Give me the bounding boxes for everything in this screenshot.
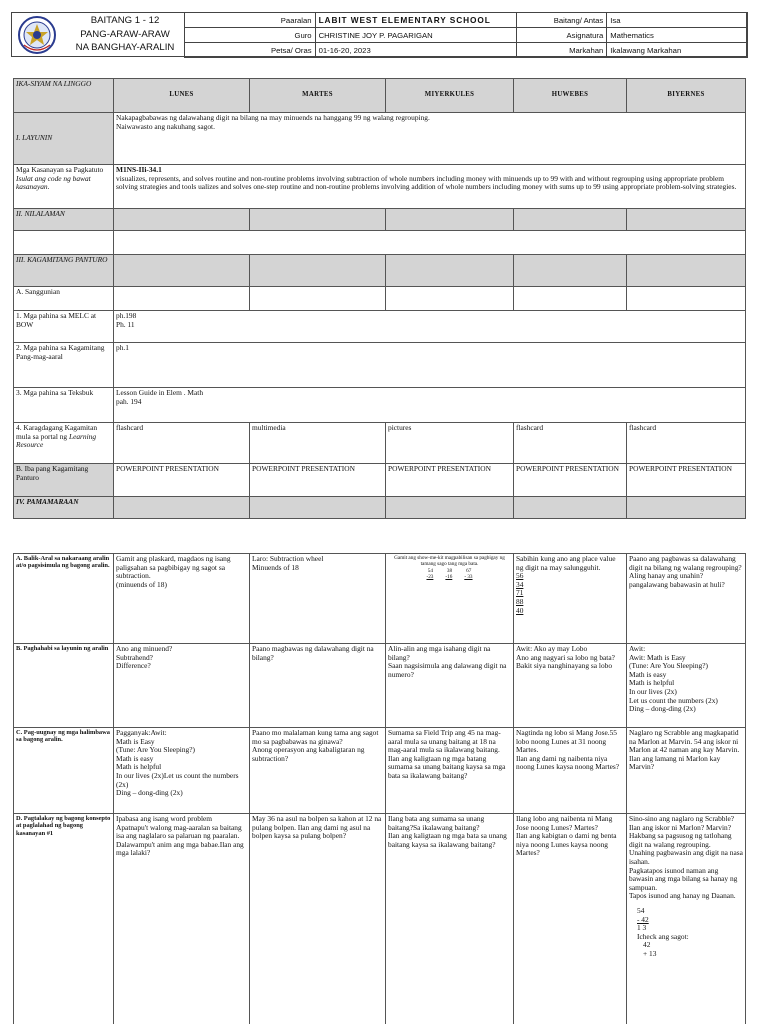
- objectives-text: Nakapagbabawas ng dalawahang digit na bilang na may minuends na hanggang 99 ng walang regrouping. Naiwawasto ang nakuhang sagot.: [114, 113, 746, 165]
- lesson-plan-table-procedure: [13, 553, 746, 1024]
- additional-materials-label-main: 4. Karagdagang Kagamitan mula sa portal ng: [16, 423, 98, 441]
- wed-number: -16: [445, 574, 453, 580]
- friday-check-label: Icheck ang sagot:: [637, 931, 689, 941]
- wed-problems-bottom: [388, 574, 511, 580]
- quarter-value: Ikalawang Markahan: [607, 43, 748, 58]
- procedure-row: [14, 497, 746, 519]
- header-row: [185, 28, 748, 43]
- other-materials-label: B. Iba pang Kagamitang Panturo: [14, 464, 114, 497]
- materials-row: [14, 255, 746, 287]
- title-line-1: BAITANG 1 - 12: [90, 15, 160, 26]
- day-thursday: HUWEBES: [514, 79, 627, 113]
- day-friday: BIYERNES: [627, 79, 746, 113]
- content-label: II. NILALAMAN: [14, 209, 114, 231]
- week-label: IKA-SIYAM NA LINGGO: [14, 79, 114, 113]
- wed-number: 38: [446, 568, 453, 574]
- lesson-plan-header: [11, 12, 747, 57]
- other-material-friday: POWERPOINT PRESENTATION: [627, 464, 746, 497]
- wed-number: 67: [466, 568, 472, 574]
- references-label: A. Sanggunian: [14, 287, 114, 311]
- step-a-wednesday-instruction: Gamit ang show-me-kit magpabilisan sa pagbigay ng tamang sago tang mga bata.: [394, 555, 505, 567]
- step-a-monday: Gamit ang plaskard, magdaos ng isang paligsahan sa pagbibigay ng sagot sa subtraction. (minuends of 18): [114, 554, 250, 644]
- step-d-friday: [627, 814, 746, 1024]
- lesson-plan-table-top: [13, 78, 746, 519]
- melc-row: [14, 311, 746, 343]
- procedure-label: IV. PAMAMARAAN: [14, 497, 114, 519]
- step-b-thursday: Awit: Ako ay may Lobo Ano ang nagyari sa lobo ng bata? Bakit siya nanghinayang sa lobo: [514, 644, 627, 728]
- check-line: 42: [643, 940, 651, 950]
- subject-value: Mathematics: [607, 28, 748, 43]
- step-c-wednesday: Sumama sa Field Trip ang 45 na mag-aaral mula sa unang baitang at 18 na mag-aaral mula sa ikalawang baitang. Ilan ang kaligtaan ng mga batang sumama sa unang baitang kaysa sa mga bata sa ikalawang baitang?: [386, 728, 514, 814]
- competency-row: [14, 165, 746, 209]
- competency-text: [114, 165, 746, 209]
- header-info-table: [184, 12, 748, 58]
- additional-material-tuesday: multimedia: [250, 423, 386, 464]
- wed-number: 54: [427, 568, 433, 574]
- grade-value: Isa: [607, 13, 748, 28]
- title-line-2: PANG-ARAW-ARAW: [80, 28, 170, 40]
- teacher-label: Guro: [185, 28, 316, 43]
- competency-description: visualizes, represents, and solves routine and non-routine problems involving subtraction of whole numbers including money with minuends up to 99 with and without regrouping using appropriate problem solving strategies and tools ualizes and solves one-step routine and non-routine problems involving addition of whole numbers including money with sums up to 99 using appropriate problem-solving strategies.: [116, 173, 737, 192]
- textbook-label: 3. Mga pahina sa Teksbuk: [14, 388, 114, 423]
- step-a-thursday: [514, 554, 627, 644]
- other-material-tuesday: POWERPOINT PRESENTATION: [250, 464, 386, 497]
- learner-materials-row: [14, 343, 746, 388]
- calc-line: - 42: [637, 914, 649, 924]
- deped-seal-icon: [16, 15, 58, 55]
- additional-materials-row: [14, 423, 746, 464]
- step-a-label: A. Balik-Aral sa nakaraang aralin at/o pagsisimula ng bagong aralin.: [14, 554, 114, 644]
- step-b-wednesday: Alin-alin ang mga isahang digit na bilang? Saan nagsisimula ang dalawang digit na numero?: [386, 644, 514, 728]
- place-value-number: 88: [516, 596, 524, 606]
- step-d-label: D. Pagtalakay ng bagong konsepto at paglalahad ng bagong kasanayan #1: [14, 814, 114, 1024]
- document-title: [68, 14, 182, 55]
- place-value-number: 71: [516, 588, 524, 598]
- wed-number: - 33: [464, 574, 473, 580]
- place-value-number: 56: [516, 571, 524, 581]
- competency-label-main: Mga Kasanayan sa Pagkatuto: [16, 165, 104, 174]
- header-row: [185, 13, 748, 28]
- step-b-monday: Ano ang minuend? Subtrahend? Difference?: [114, 644, 250, 728]
- title-line-3: NA BANGHAY-ARALIN: [75, 42, 175, 53]
- day-wednesday: MIYERKULES: [386, 79, 514, 113]
- content-row: [14, 209, 746, 231]
- step-d-friday-text: Sino-sino ang naglaro ng Scrabble? Ilan ang iskor ni Marlon? Marvin? Hakbang sa pagsusog ng tatlohang digit na walang regrouping. Unahing pagbawasin ang digit na nasa isahan. Pagkatapos isunod naman ang bawasin ang mga bilang sa hanay ng sampuan. Tapos isunod ang hanay ng Daanan.: [629, 814, 743, 901]
- date-value: 01-16-20, 2023: [315, 43, 517, 58]
- step-c-friday: Naglaro ng Scrabble ang magkapatid na Marlon at Marvin. 54 ang iskor ni Marlon at 42 naman ang kay Marvin. Ilan ang lamang ni Marlon kay Marvin?: [627, 728, 746, 814]
- additional-materials-label: [14, 423, 114, 464]
- quarter-label: Markahan: [517, 43, 607, 58]
- textbook-row: [14, 388, 746, 423]
- day-tuesday: MARTES: [250, 79, 386, 113]
- friday-check: [629, 941, 743, 958]
- day-header-row: [14, 79, 746, 113]
- header-row: [185, 43, 748, 58]
- materials-label: III. KAGAMITANG PANTURO: [14, 255, 114, 287]
- other-material-monday: POWERPOINT PRESENTATION: [114, 464, 250, 497]
- other-material-thursday: POWERPOINT PRESENTATION: [514, 464, 627, 497]
- learner-materials-pages: ph.1: [114, 343, 746, 388]
- objectives-label: I. LAYUNIN: [14, 113, 114, 165]
- step-d-wednesday: Ilang bata ang sumama sa unang baitang?Sa ikalawang baitang? Ilan ang kaligtaan ng mga bata sa unang baitang kaysa sa ikalawang baitang?: [386, 814, 514, 1024]
- school-label: Paaralan: [185, 13, 316, 28]
- step-c-thursday: Nagtinda ng lobo si Mang Jose.55 lobo noong Lunes at 31 noong Martes. Ilan ang dami ng naibenta niya noong Lunes kaysa noong Martes?: [514, 728, 627, 814]
- step-a-tuesday: Laro: Subtraction wheel Minuends of 18: [250, 554, 386, 644]
- subject-label: Asignatura: [517, 28, 607, 43]
- melc-label: 1. Mga pahina sa MELC at BOW: [14, 311, 114, 343]
- procedure-row-a: [14, 554, 746, 644]
- place-value-number: 40: [516, 605, 524, 615]
- other-material-wednesday: POWERPOINT PRESENTATION: [386, 464, 514, 497]
- textbook-pages: Lesson Guide in Elem . Math pah. 194: [114, 388, 746, 423]
- thursday-instruction: Sabihin kung ano ang place value ng digit na may salungguhit.: [516, 554, 616, 572]
- procedure-row-b: [14, 644, 746, 728]
- place-value-number: 34: [516, 579, 524, 589]
- learner-materials-label: 2. Mga pahina sa Kagamitang Pang-mag-aaral: [14, 343, 114, 388]
- date-label: Petsa/ Oras: [185, 43, 316, 58]
- content-blank-row: [14, 231, 746, 255]
- step-a-friday: Paano ang pagbawas sa dalawahang digit na bilang ng walang regrouping? Aling hanay ang unahin? pangalawang babawasin at huli?: [627, 554, 746, 644]
- additional-material-wednesday: pictures: [386, 423, 514, 464]
- step-d-monday: Ipabasa ang isang word problem Apatnapu't walong mag-aaralan sa baitang isa ang naglalaro sa palaruan ng paaralan. Dalawampu't anim ang mga babae.Ilan ang mga lalaki?: [114, 814, 250, 1024]
- additional-material-thursday: flashcard: [514, 423, 627, 464]
- school-name: LABIT WEST ELEMENTARY SCHOOL: [315, 13, 517, 28]
- step-b-label: B. Paghahabi sa layunin ng aralin: [14, 644, 114, 728]
- wed-number: -23: [426, 574, 434, 580]
- competency-label-note: Isulat ang code ng bawat kasanayan.: [16, 173, 91, 192]
- competency-code: M1NS-IIi-34.1: [116, 165, 162, 174]
- check-line: + 13: [643, 948, 657, 958]
- friday-calculation: [629, 907, 743, 933]
- step-d-tuesday: May 36 na asul na bolpen sa kahon at 12 na pulang bolpen. Ilan ang dami ng asul na bolpen kaysa sa pulang bolpen?: [250, 814, 386, 1024]
- step-d-thursday: Ilang lobo ang naibenta ni Mang Jose noong Lunes? Martes? Ilan ang kabigtan o dami ng benta niya noong Lunes kaysa noong Martes?: [514, 814, 627, 1024]
- calc-line: 1 3: [637, 923, 647, 933]
- grade-label: Baitang/ Antas: [517, 13, 607, 28]
- melc-pages: ph.198 Ph. 11: [114, 311, 746, 343]
- additional-material-monday: flashcard: [114, 423, 250, 464]
- competency-label: [14, 165, 114, 209]
- step-b-friday: Awit: Awit: Math is Easy (Tune: Are You Sleeping?) Math is easy Math is helpful In our lives (2x) Let us count the numbers (2x) Ding – dong-ding (2x): [627, 644, 746, 728]
- additional-materials-label-note: Learning Resource: [16, 431, 97, 450]
- step-a-wednesday: [386, 554, 514, 644]
- other-materials-row: [14, 464, 746, 497]
- objectives-row: [14, 113, 746, 165]
- step-c-label: C. Pag-uugnay ng mga halimbawa sa bagong aralin.: [14, 728, 114, 814]
- calc-line: 54: [637, 905, 645, 915]
- step-c-monday: Pagganyak:Awit: Math is Easy (Tune: Are You Sleeping?) Math is easy Math is helpful In our lives (2x)Let us count the numbers (2x) Ding – dong-ding (2x): [114, 728, 250, 814]
- step-c-tuesday: Paano mo malalaman kung tama ang sagot mo sa pagbabawas na ginawa? Anong operasyon ang kabaligtaran ng subtraction?: [250, 728, 386, 814]
- procedure-row-c: [14, 728, 746, 814]
- step-b-tuesday: Paano magbawas ng dalawahang digit na bilang?: [250, 644, 386, 728]
- day-monday: LUNES: [114, 79, 250, 113]
- references-row: [14, 287, 746, 311]
- additional-material-friday: flashcard: [627, 423, 746, 464]
- procedure-row-d: [14, 814, 746, 1024]
- teacher-name: CHRISTINE JOY P. PAGARIGAN: [315, 28, 517, 43]
